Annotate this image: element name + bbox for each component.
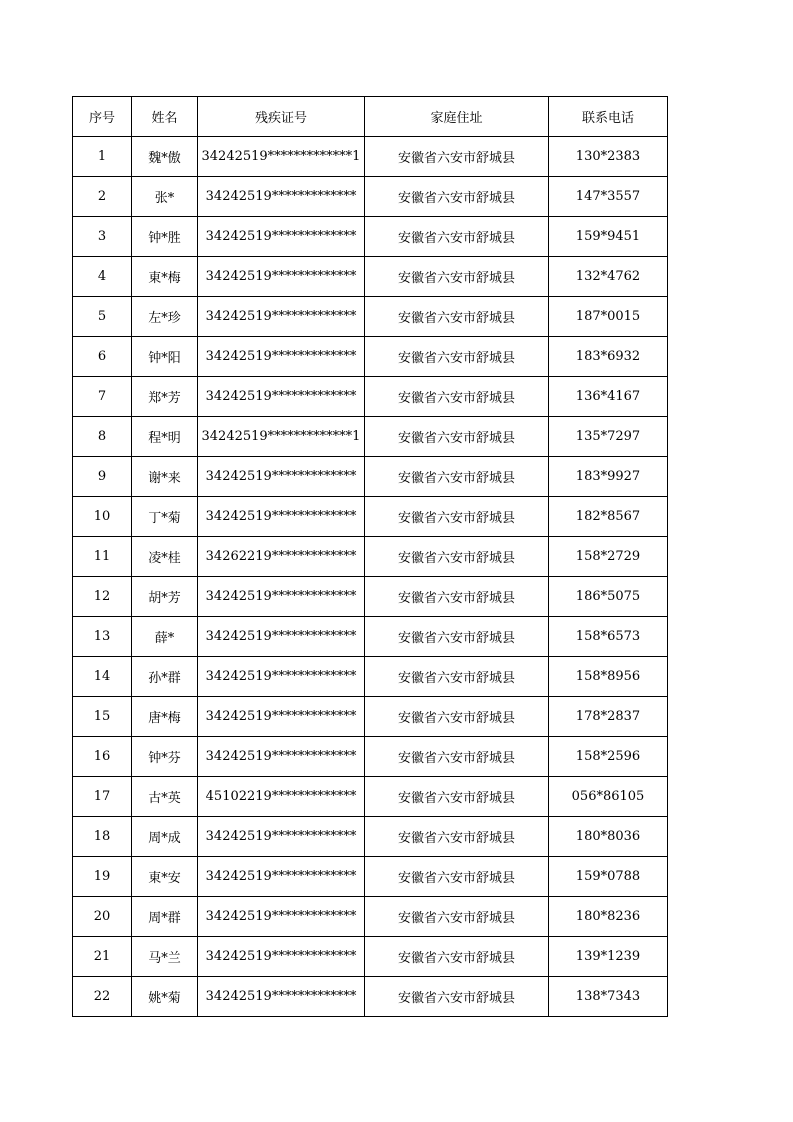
cell-address: 安徽省六安市舒城县 bbox=[365, 137, 549, 177]
cell-seq: 20 bbox=[73, 897, 132, 937]
cell-address: 安徽省六安市舒城县 bbox=[365, 297, 549, 337]
cell-address: 安徽省六安市舒城县 bbox=[365, 377, 549, 417]
cell-address: 安徽省六安市舒城县 bbox=[365, 777, 549, 817]
cell-phone: 136*4167 bbox=[549, 377, 668, 417]
cell-name: 张* bbox=[132, 177, 198, 217]
cell-disability-id: 34242519************* bbox=[198, 737, 365, 777]
cell-phone: 158*2729 bbox=[549, 537, 668, 577]
cell-disability-id: 34242519************* bbox=[198, 577, 365, 617]
cell-seq: 11 bbox=[73, 537, 132, 577]
table-row bbox=[73, 337, 668, 377]
cell-name: 丁*菊 bbox=[132, 497, 198, 537]
cell-name: 東*安 bbox=[132, 857, 198, 897]
cell-phone: 132*4762 bbox=[549, 257, 668, 297]
cell-disability-id: 34242519************* bbox=[198, 217, 365, 257]
table-row bbox=[73, 737, 668, 777]
cell-name: 東*梅 bbox=[132, 257, 198, 297]
cell-seq: 17 bbox=[73, 777, 132, 817]
table-row bbox=[73, 417, 668, 457]
cell-phone: 138*7343 bbox=[549, 977, 668, 1017]
cell-name: 孙*群 bbox=[132, 657, 198, 697]
cell-phone: 180*8036 bbox=[549, 817, 668, 857]
cell-name: 姚*菊 bbox=[132, 977, 198, 1017]
cell-address: 安徽省六安市舒城县 bbox=[365, 857, 549, 897]
table-row bbox=[73, 617, 668, 657]
cell-name: 左*珍 bbox=[132, 297, 198, 337]
cell-phone: 158*8956 bbox=[549, 657, 668, 697]
header-seq: 序号 bbox=[73, 97, 132, 137]
cell-address: 安徽省六安市舒城县 bbox=[365, 497, 549, 537]
cell-phone: 135*7297 bbox=[549, 417, 668, 457]
table-row bbox=[73, 537, 668, 577]
cell-disability-id: 34242519*************1 bbox=[198, 137, 365, 177]
table-row bbox=[73, 657, 668, 697]
cell-name: 古*英 bbox=[132, 777, 198, 817]
cell-disability-id: 34242519************* bbox=[198, 817, 365, 857]
cell-address: 安徽省六安市舒城县 bbox=[365, 537, 549, 577]
cell-name: 唐*梅 bbox=[132, 697, 198, 737]
cell-address: 安徽省六安市舒城县 bbox=[365, 217, 549, 257]
cell-name: 凌*桂 bbox=[132, 537, 198, 577]
cell-disability-id: 45102219************* bbox=[198, 777, 365, 817]
cell-name: 郑*芳 bbox=[132, 377, 198, 417]
cell-disability-id: 34242519************* bbox=[198, 297, 365, 337]
table-row bbox=[73, 257, 668, 297]
cell-phone: 158*2596 bbox=[549, 737, 668, 777]
table-row bbox=[73, 777, 668, 817]
cell-disability-id: 34242519************* bbox=[198, 497, 365, 537]
cell-address: 安徽省六安市舒城县 bbox=[365, 257, 549, 297]
cell-seq: 19 bbox=[73, 857, 132, 897]
table-row bbox=[73, 977, 668, 1017]
disability-roster-table bbox=[72, 96, 668, 1017]
cell-seq: 12 bbox=[73, 577, 132, 617]
cell-seq: 5 bbox=[73, 297, 132, 337]
cell-disability-id: 34242519*************1 bbox=[198, 417, 365, 457]
table-row bbox=[73, 897, 668, 937]
cell-phone: 130*2383 bbox=[549, 137, 668, 177]
table-row bbox=[73, 857, 668, 897]
cell-disability-id: 34242519************* bbox=[198, 697, 365, 737]
cell-address: 安徽省六安市舒城县 bbox=[365, 617, 549, 657]
cell-disability-id: 34242519************* bbox=[198, 457, 365, 497]
cell-phone: 159*0788 bbox=[549, 857, 668, 897]
cell-phone: 180*8236 bbox=[549, 897, 668, 937]
cell-disability-id: 34242519************* bbox=[198, 337, 365, 377]
cell-seq: 7 bbox=[73, 377, 132, 417]
cell-phone: 182*8567 bbox=[549, 497, 668, 537]
cell-disability-id: 34262219************* bbox=[198, 537, 365, 577]
table-row bbox=[73, 697, 668, 737]
cell-seq: 10 bbox=[73, 497, 132, 537]
cell-address: 安徽省六安市舒城县 bbox=[365, 977, 549, 1017]
cell-address: 安徽省六安市舒城县 bbox=[365, 817, 549, 857]
table-row bbox=[73, 497, 668, 537]
cell-name: 周*成 bbox=[132, 817, 198, 857]
cell-name: 钟*胜 bbox=[132, 217, 198, 257]
cell-address: 安徽省六安市舒城县 bbox=[365, 457, 549, 497]
table-body bbox=[73, 137, 668, 1017]
header-id: 残疾证号 bbox=[198, 97, 365, 137]
table-row bbox=[73, 177, 668, 217]
cell-disability-id: 34242519************* bbox=[198, 377, 365, 417]
cell-phone: 147*3557 bbox=[549, 177, 668, 217]
table-row bbox=[73, 457, 668, 497]
cell-disability-id: 34242519************* bbox=[198, 937, 365, 977]
cell-seq: 14 bbox=[73, 657, 132, 697]
cell-seq: 21 bbox=[73, 937, 132, 977]
cell-seq: 16 bbox=[73, 737, 132, 777]
cell-phone: 139*1239 bbox=[549, 937, 668, 977]
cell-name: 钟*芬 bbox=[132, 737, 198, 777]
cell-address: 安徽省六安市舒城县 bbox=[365, 897, 549, 937]
table-row bbox=[73, 817, 668, 857]
cell-seq: 4 bbox=[73, 257, 132, 297]
cell-address: 安徽省六安市舒城县 bbox=[365, 737, 549, 777]
cell-disability-id: 34242519************* bbox=[198, 897, 365, 937]
header-row bbox=[73, 97, 668, 137]
header-phone: 联系电话 bbox=[549, 97, 668, 137]
cell-address: 安徽省六安市舒城县 bbox=[365, 417, 549, 457]
cell-phone: 183*9927 bbox=[549, 457, 668, 497]
cell-name: 马*兰 bbox=[132, 937, 198, 977]
cell-name: 魏*傲 bbox=[132, 137, 198, 177]
table-row bbox=[73, 377, 668, 417]
cell-phone: 183*6932 bbox=[549, 337, 668, 377]
cell-address: 安徽省六安市舒城县 bbox=[365, 177, 549, 217]
cell-phone: 186*5075 bbox=[549, 577, 668, 617]
cell-disability-id: 34242519************* bbox=[198, 857, 365, 897]
header-name: 姓名 bbox=[132, 97, 198, 137]
table-row bbox=[73, 577, 668, 617]
cell-address: 安徽省六安市舒城县 bbox=[365, 697, 549, 737]
cell-address: 安徽省六安市舒城县 bbox=[365, 577, 549, 617]
cell-phone: 056*86105 bbox=[549, 777, 668, 817]
cell-seq: 9 bbox=[73, 457, 132, 497]
cell-seq: 3 bbox=[73, 217, 132, 257]
table-row bbox=[73, 937, 668, 977]
table-row bbox=[73, 297, 668, 337]
cell-name: 程*明 bbox=[132, 417, 198, 457]
cell-name: 钟*阳 bbox=[132, 337, 198, 377]
cell-address: 安徽省六安市舒城县 bbox=[365, 937, 549, 977]
cell-seq: 18 bbox=[73, 817, 132, 857]
cell-disability-id: 34242519************* bbox=[198, 617, 365, 657]
cell-seq: 8 bbox=[73, 417, 132, 457]
cell-disability-id: 34242519************* bbox=[198, 977, 365, 1017]
cell-phone: 178*2837 bbox=[549, 697, 668, 737]
table-row bbox=[73, 137, 668, 177]
cell-disability-id: 34242519************* bbox=[198, 657, 365, 697]
cell-name: 谢*来 bbox=[132, 457, 198, 497]
cell-phone: 187*0015 bbox=[549, 297, 668, 337]
cell-address: 安徽省六安市舒城县 bbox=[365, 337, 549, 377]
cell-seq: 22 bbox=[73, 977, 132, 1017]
table-row bbox=[73, 217, 668, 257]
cell-seq: 6 bbox=[73, 337, 132, 377]
cell-seq: 1 bbox=[73, 137, 132, 177]
cell-seq: 15 bbox=[73, 697, 132, 737]
cell-name: 周*群 bbox=[132, 897, 198, 937]
cell-disability-id: 34242519************* bbox=[198, 257, 365, 297]
cell-phone: 159*9451 bbox=[549, 217, 668, 257]
cell-address: 安徽省六安市舒城县 bbox=[365, 657, 549, 697]
cell-phone: 158*6573 bbox=[549, 617, 668, 657]
header-address: 家庭住址 bbox=[365, 97, 549, 137]
cell-disability-id: 34242519************* bbox=[198, 177, 365, 217]
cell-seq: 13 bbox=[73, 617, 132, 657]
cell-seq: 2 bbox=[73, 177, 132, 217]
cell-name: 胡*芳 bbox=[132, 577, 198, 617]
cell-name: 薛* bbox=[132, 617, 198, 657]
